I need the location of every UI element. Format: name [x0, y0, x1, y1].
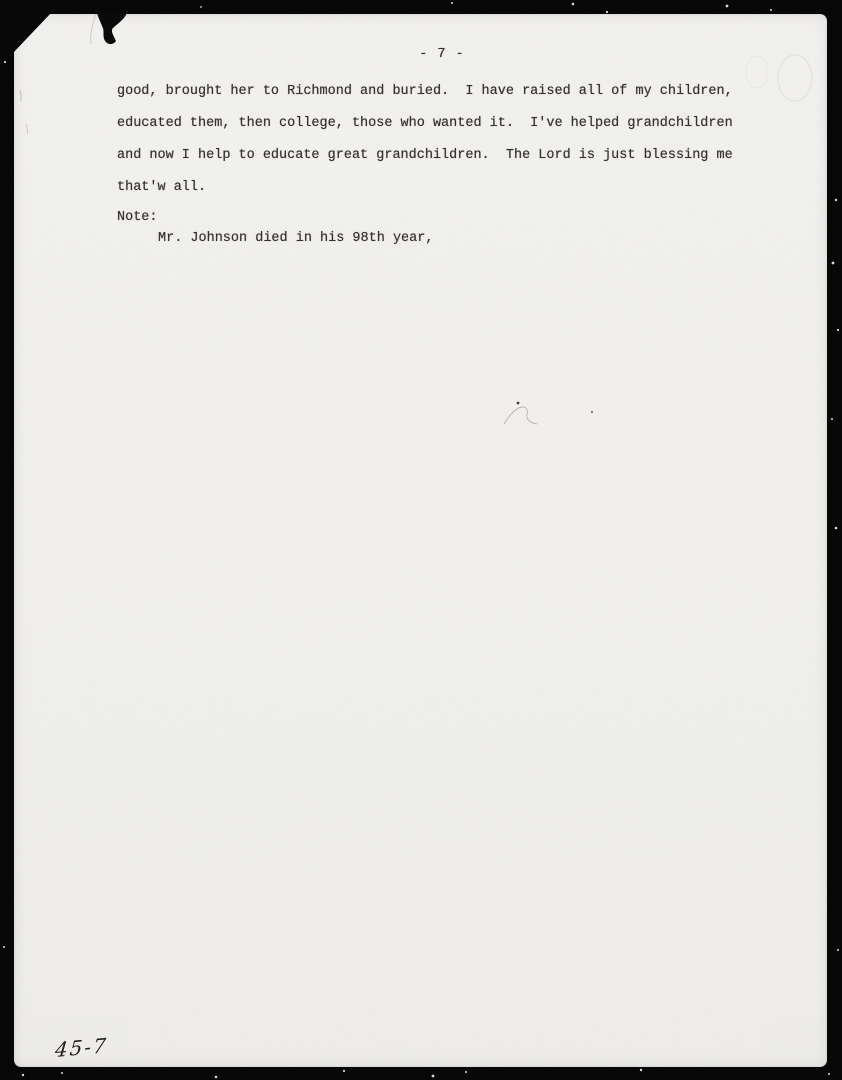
typed-paragraph	[117, 76, 733, 204]
typed-line: and now I help to educate great grandchildren. The Lord is just blessing me	[117, 148, 733, 163]
note-text: Mr. Johnson died in his 98th year,	[158, 231, 434, 246]
note-block	[117, 207, 433, 249]
note-label: Note:	[117, 210, 158, 225]
typed-line: that'w all.	[117, 180, 207, 195]
page-number: - 7 -	[419, 47, 465, 62]
handwritten-page-id: 45-7	[54, 1033, 109, 1062]
typed-line: educated them, then college, those who wanted it. I've helped grandchildren	[117, 116, 733, 131]
typed-line: good, brought her to Richmond and buried. I have raised all of my children,	[117, 84, 733, 99]
